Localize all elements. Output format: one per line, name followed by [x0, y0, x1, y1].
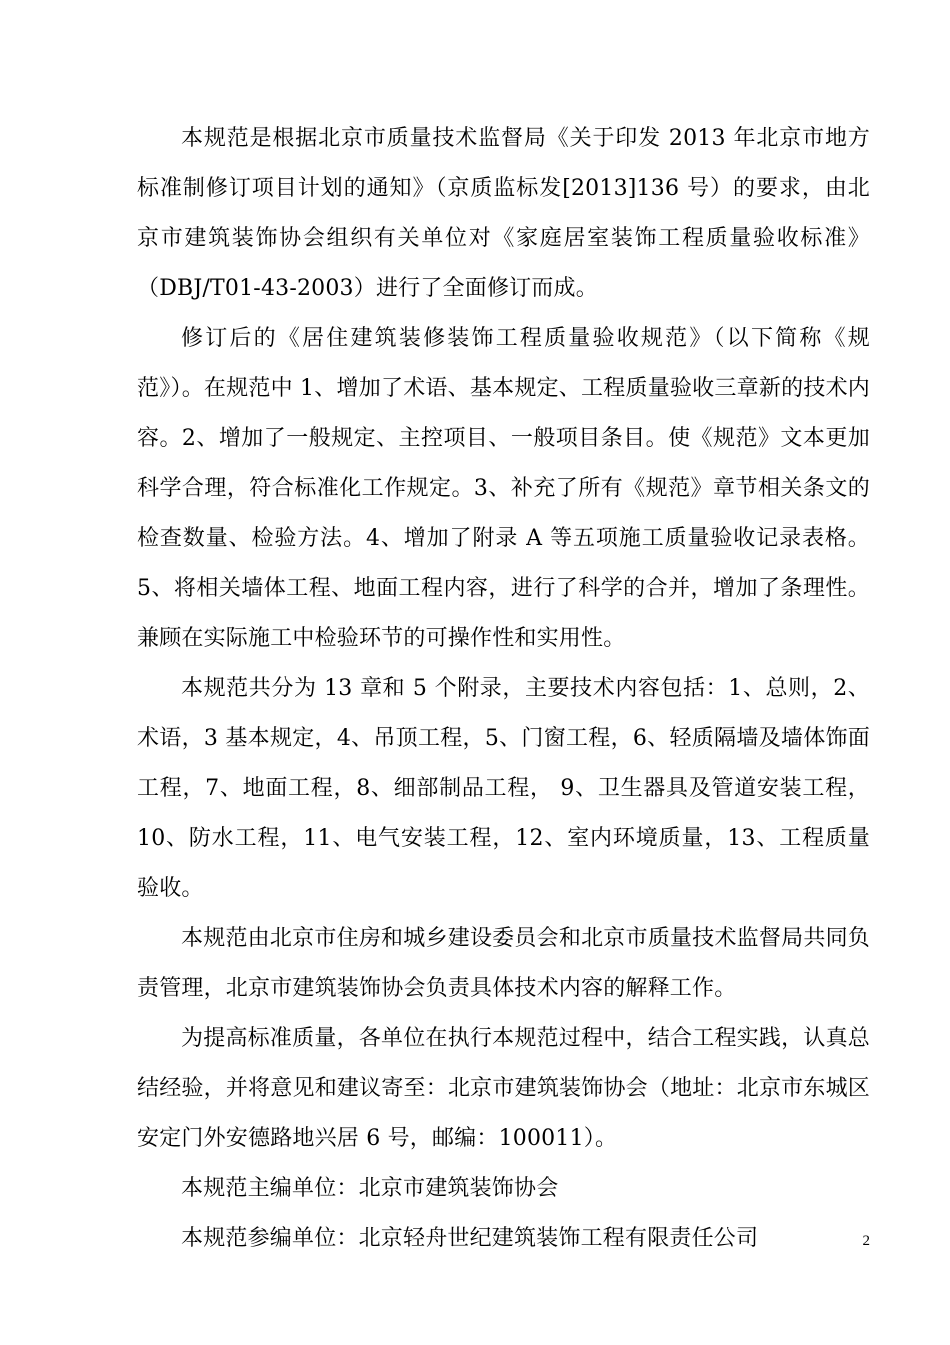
paragraph-co-editor: 本规范参编单位：北京轻舟世纪建筑装饰工程有限责任公司 — [181, 1226, 759, 1251]
paragraph-revision-content: 修订后的《居住建筑装修装饰工程质量验收规范》（以下简称《规范》）。在规范中 1、增加了术语、基本规定、工程质量验收三章新的技术内容。2、增加了一般规定、主控项目、一般项目条目。使《规范》文本更加科学合理，符合标准化工作规定。3、补充了所有《规范》章节相关条文的检查数量、检验方法。4、增加了附录 A 等五项施工质量验收记录表格。5、将相关墙体工程、地面工程内容，进行了科学的合并，增加了条理性。兼顾在实际施工中检验环节的可操作性和实用性。 — [137, 326, 870, 651]
paragraph-chief-editor: 本规范主编单位：北京市建筑装饰协会 — [181, 1176, 559, 1201]
paragraph-revision-basis: 本规范是根据北京市质量技术监督局《关于印发 2013 年北京市地方标准制修订项目计划的通知》（京质监标发[2013]136 号）的要求，由北京市建筑装饰协会组织有关单位对《家庭居室装饰工程质量验收标准》（DBJ/T01-43-2003）进行了全面修订而成。 — [137, 126, 870, 301]
paragraph-management: 本规范由北京市住房和城乡建设委员会和北京市质量技术监督局共同负责管理，北京市建筑装饰协会负责具体技术内容的解释工作。 — [137, 926, 870, 1001]
page-number: 2 — [862, 1233, 870, 1249]
paragraph-feedback-address: 为提高标准质量，各单位在执行本规范过程中，结合工程实践，认真总结经验，并将意见和建议寄至：北京市建筑装饰协会（地址：北京市东城区安定门外安德路地兴居 6 号，邮编：100011）。 — [137, 1026, 870, 1151]
document-body — [137, 114, 870, 1264]
paragraph-chapter-overview: 本规范共分为 13 章和 5 个附录，主要技术内容包括：1、总则，2、术语，3 基本规定，4、吊顶工程，5、门窗工程，6、轻质隔墙及墙体饰面工程，7、地面工程，8、细部制品工程， 9、卫生器具及管道安装工程，10、防水工程，11、电气安装工程，12、室内环境质量，13、工程质量验收。 — [137, 676, 870, 901]
